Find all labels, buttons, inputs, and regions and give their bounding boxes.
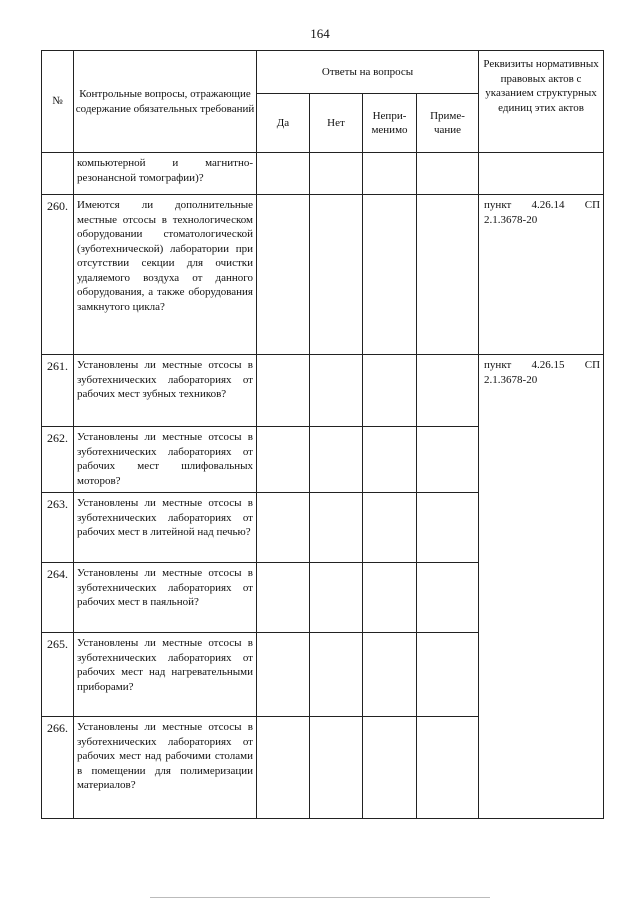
row-reference [479, 633, 604, 717]
header-yes: Да [257, 94, 310, 153]
answer-na-cell [363, 427, 417, 493]
row-reference [479, 493, 604, 563]
row-reference [479, 427, 604, 493]
answer-yes-cell [257, 633, 310, 717]
header-question: Контрольные вопросы, отражающие содержание обязательных требований [74, 51, 257, 153]
row-question: Установлены ли местные отсосы в зуботехнических лабораториях от рабочих мест зубных техников? [74, 355, 257, 427]
table-row [42, 493, 604, 563]
table-row [42, 195, 604, 355]
row-question: Установлены ли местные отсосы в зуботехнических лабораториях от рабочих мест в паяльной? [74, 563, 257, 633]
row-number: 260. [42, 195, 74, 355]
answer-na-cell [363, 355, 417, 427]
answer-no-cell [310, 563, 363, 633]
header-no: Нет [310, 94, 363, 153]
answer-note-cell [417, 195, 479, 355]
answer-note-cell [417, 563, 479, 633]
answer-note-cell [417, 717, 479, 819]
header-row [42, 51, 604, 94]
header-requisites: Реквизиты нормативных правовых актов с указанием структурных единиц этих актов [479, 51, 604, 153]
row-number [42, 153, 74, 195]
header-number: № [42, 51, 74, 153]
header-note: Приме- чание [417, 94, 479, 153]
answer-yes-cell [257, 717, 310, 819]
answer-note-cell [417, 493, 479, 563]
row-question: Имеются ли дополнительные местные отсосы в технологическом оборудовании стоматологической (зуботехнической) лаборатории при отсутствии секции для очистки удаляемого воздуха от данного оборудования, а также оборудования замкнутого цикла? [74, 195, 257, 355]
answer-no-cell [310, 355, 363, 427]
row-reference [479, 563, 604, 633]
answer-yes-cell [257, 493, 310, 563]
table-row [42, 717, 604, 819]
checklist-table [41, 50, 604, 819]
table-row [42, 427, 604, 493]
answer-na-cell [363, 563, 417, 633]
answer-yes-cell [257, 563, 310, 633]
row-question: Установлены ли местные отсосы в зуботехнических лабораториях от рабочих мест над нагревательными приборами? [74, 633, 257, 717]
answer-note-cell [417, 153, 479, 195]
page-bottom-rule [150, 897, 490, 898]
row-question: Установлены ли местные отсосы в зуботехнических лабораториях от рабочих мест шлифовальных моторов? [74, 427, 257, 493]
row-reference [479, 717, 604, 819]
row-question: Установлены ли местные отсосы в зуботехнических лабораториях от рабочих мест в литейной над печью? [74, 493, 257, 563]
table-row [42, 153, 604, 195]
table-row [42, 633, 604, 717]
row-number: 262. [42, 427, 74, 493]
answer-na-cell [363, 195, 417, 355]
table-row [42, 355, 604, 427]
row-number: 261. [42, 355, 74, 427]
answer-note-cell [417, 633, 479, 717]
answer-note-cell [417, 355, 479, 427]
answer-yes-cell [257, 355, 310, 427]
row-number: 263. [42, 493, 74, 563]
page-number: 164 [310, 26, 330, 41]
answer-no-cell [310, 195, 363, 355]
row-reference: пункт 4.26.15 СП 2.1.3678-20 [479, 355, 604, 427]
answer-no-cell [310, 633, 363, 717]
row-reference [479, 153, 604, 195]
answer-no-cell [310, 427, 363, 493]
row-number: 265. [42, 633, 74, 717]
row-number: 266. [42, 717, 74, 819]
answer-yes-cell [257, 195, 310, 355]
header-answers: Ответы на вопросы [257, 51, 479, 94]
answer-na-cell [363, 633, 417, 717]
answer-no-cell [310, 717, 363, 819]
answer-na-cell [363, 493, 417, 563]
answer-yes-cell [257, 427, 310, 493]
row-question: компьютерной и магнитно-резонансной томографии)? [74, 153, 257, 195]
answer-na-cell [363, 153, 417, 195]
header-not-applicable: Непри- менимо [363, 94, 417, 153]
answer-yes-cell [257, 153, 310, 195]
answer-no-cell [310, 493, 363, 563]
row-number: 264. [42, 563, 74, 633]
answer-note-cell [417, 427, 479, 493]
table-row [42, 563, 604, 633]
row-reference: пункт 4.26.14 СП 2.1.3678-20 [479, 195, 604, 355]
answer-na-cell [363, 717, 417, 819]
answer-no-cell [310, 153, 363, 195]
row-question: Установлены ли местные отсосы в зуботехнических лабораториях от рабочих мест над рабочими столами в помещении для полимеризации материалов? [74, 717, 257, 819]
